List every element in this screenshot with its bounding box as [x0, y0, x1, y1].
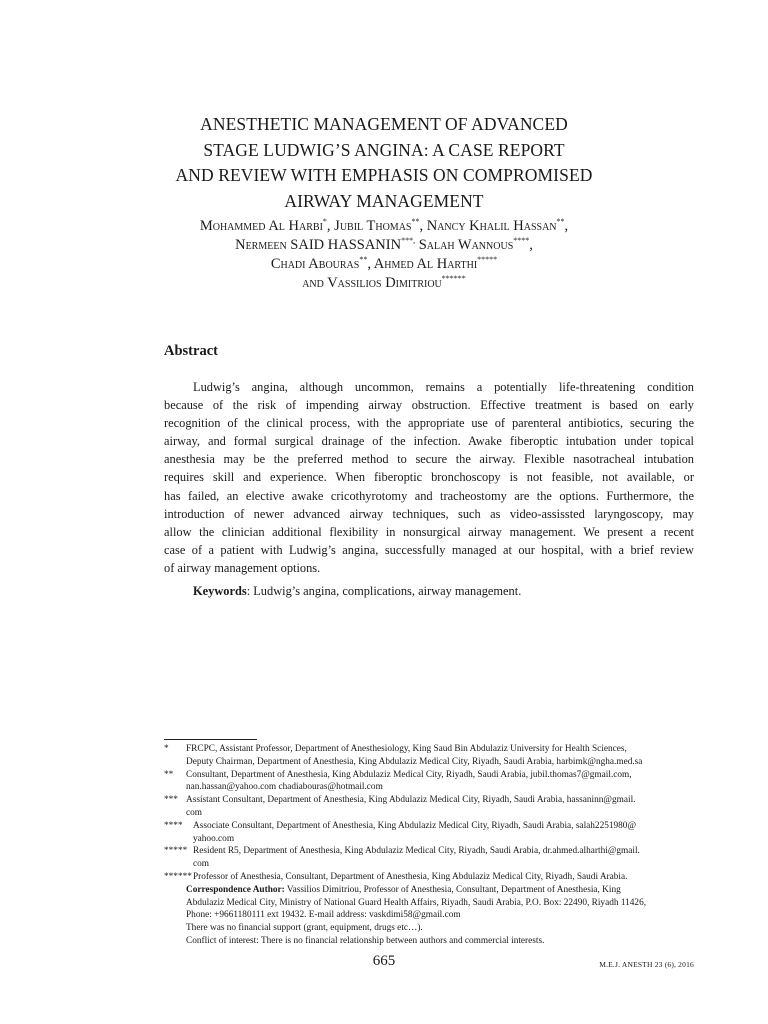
footnote-mark: * [164, 744, 169, 754]
author-name: , Nancy Khalil Hassan [419, 218, 557, 234]
footnote-mark: ****** [164, 871, 192, 882]
abstract-line: because of the risk of impending airway obstruction. Effective treatment is based on early [164, 398, 694, 413]
footnote-line: FRCPC, Assistant Professor, Department of Anesthesiology, King Saud Bin Abdulaziz University for Health Sciences, [186, 744, 627, 754]
author-name: , Ahmed Al Harthi [367, 256, 478, 272]
author-name: Nermeen SAID HASSANIN [235, 237, 402, 253]
abstract-line: recognition of the clinical process, with the appropriate use of parenteral antibiotics, securing the [164, 416, 694, 431]
author-line [0, 274, 768, 293]
footnotes [164, 743, 694, 948]
title-line: AND REVIEW WITH EMPHASIS ON COMPROMISED [175, 165, 593, 185]
affiliation-mark: ***, [401, 236, 416, 245]
footnote-text [193, 871, 694, 884]
title-line: ANESTHETIC MANAGEMENT OF ADVANCED [200, 114, 568, 134]
abstract-line: Ludwig’s angina, although uncommon, remains a potentially life-threatening condition [193, 380, 694, 394]
article-title [0, 112, 768, 214]
footnote-item [164, 845, 694, 871]
footnote-line: com [193, 859, 210, 870]
correspondence-block [164, 884, 694, 948]
correspondence-text: Vassilios Dimitriou, Professor of Anesthesia, Consultant, Department of Anesthesia, King [284, 884, 621, 895]
footnote-line: Professor of Anesthesia, Consultant, Department of Anesthesia, King Abdulaziz Medical City, Riyadh, Saudi Arabia. [193, 871, 628, 882]
correspondence-line: Abdulaziz Medical City, Ministry of National Guard Health Affairs, Riyadh, Saudi Arabia, P.O. Box: 22490, Riyadh 11426, [186, 897, 647, 908]
author-line [0, 217, 768, 236]
title-line: AIRWAY MANAGEMENT [284, 190, 484, 211]
footnote-mark: ***** [164, 846, 188, 857]
footnote-item [164, 871, 694, 884]
footnote-line: Assistant Consultant, Department of Anesthesia, King Abdulaziz Medical City, Riyadh, Saudi Arabia, hassaninn@gmail. [186, 795, 636, 806]
page-number: 665 [372, 953, 396, 969]
title-line: STAGE LUDWIG’S ANGINA: A CASE REPORT [203, 139, 565, 160]
footnote-text [186, 794, 694, 820]
conflict-of-interest: Conflict of interest: There is no financial relationship between authors and commercial interests. [186, 935, 545, 946]
separator: , [529, 237, 533, 253]
affiliation-mark: ****** [441, 274, 466, 283]
author-name: and Vassilios Dimitriou [302, 275, 442, 291]
author-line [0, 255, 768, 274]
keywords [193, 582, 521, 600]
footnote-mark: *** [164, 795, 178, 806]
abstract-body [164, 378, 694, 577]
abstract-line: of airway management options. [164, 560, 321, 575]
footnote-item [164, 769, 694, 795]
affiliation-mark: ** [359, 255, 368, 264]
correspondence-line: Phone: +9661180111 ext 19432. E-mail address: vaskdimi58@gmail.com [186, 910, 461, 921]
correspondence-line [186, 884, 694, 897]
author-line [0, 236, 768, 255]
financial-support: There was no financial support (grant, equipment, drugs etc…). [186, 923, 423, 934]
keywords-label: Keywords [193, 584, 247, 598]
keywords-text: : Ludwig’s angina, complications, airway management. [246, 584, 522, 598]
abstract-line: has failed, an elective awake cricothyrotomy and tracheostomy are the options. Furthermore, the [164, 488, 694, 503]
footnote-text [186, 743, 694, 769]
footnote-line: Associate Consultant, Department of Anesthesia, King Abdulaziz Medical City, Riyadh, Saudi Arabia, salah2251980@ [193, 820, 637, 831]
footnote-line: Resident R5, Department of Anesthesia, King Abdulaziz Medical City, Riyadh, Saudi Arabia, dr.ahmed.alharthi@gmail. [193, 846, 640, 857]
affiliation-mark: ** [411, 217, 420, 226]
footnote-mark: ** [164, 769, 174, 780]
affiliation-mark: ** [556, 217, 565, 226]
abstract-line: case of a patient with Ludwig’s angina, successfully managed at our hospital, with a brief review [164, 542, 694, 557]
author-name: Mohammed Al Harbi [199, 218, 323, 234]
footnote-text [193, 845, 694, 871]
affiliation-mark: **** [513, 236, 530, 245]
author-name: Salah Wannous [415, 237, 514, 253]
footnote-line: Consultant, Department of Anesthesia, King Abdulaziz Medical City, Riyadh, Saudi Arabia, jubil.thomas7@gmail.com, [186, 769, 632, 780]
footnote-divider [164, 739, 257, 740]
author-name: , Jubil Thomas [326, 218, 412, 234]
footnote-mark: **** [164, 820, 183, 831]
footnote-item [164, 743, 694, 769]
footnote-line: yahoo.com [193, 833, 235, 844]
affiliation-mark: ***** [477, 255, 498, 264]
abstract-line: allow the clinician additional flexibility in nonsurgical airway management. We present a recent [164, 524, 694, 539]
footnote-item [164, 794, 694, 820]
journal-reference: M.E.J. ANESTH 23 (6), 2016 [599, 960, 694, 969]
abstract-line: introduction of newer advanced airway techniques, such as video-assissted laryngoscopy, may [164, 506, 694, 521]
footnote-item [164, 820, 694, 846]
abstract-line: anesthesia may be the preferred method to secure the airway. Flexible nasotracheal intubation [164, 452, 694, 467]
affiliation-mark: * [322, 217, 327, 226]
abstract-heading: Abstract [164, 343, 218, 359]
abstract-line: airway, and formal surgical drainage of the infection. Awake fiberoptic intubation under topical [164, 434, 694, 449]
footnote-line: nan.hassan@yahoo.com chadiabouras@hotmail.com [186, 782, 383, 793]
author-name: Chadi Abouras [270, 256, 360, 272]
footnote-line: com [186, 807, 203, 818]
footnote-text [193, 820, 694, 846]
author-list [0, 217, 768, 293]
separator: , [564, 218, 569, 234]
abstract-line: requires skill and experience. When fiberoptic bronchoscopy is not feasible, not available, or [164, 470, 694, 485]
correspondence-label: Correspondence Author: [186, 884, 285, 895]
footnote-line: Deputy Chairman, Department of Anesthesia, King Abdulaziz Medical City, Riyadh, Saudi Arabia, harbimk@ngha.med.sa [186, 756, 643, 767]
footnote-text [186, 769, 694, 795]
